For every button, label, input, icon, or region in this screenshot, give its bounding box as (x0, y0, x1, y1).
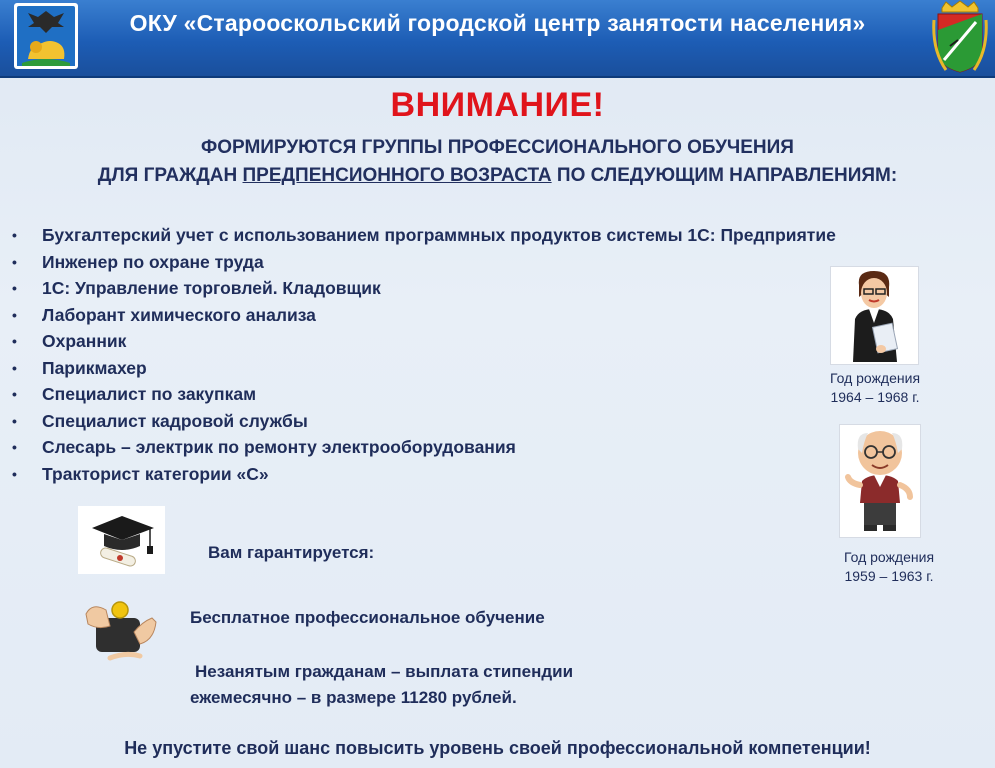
subtitle-line-1: ФОРМИРУЮТСЯ ГРУППЫ ПРОФЕССИОНАЛЬНОГО ОБУЧЕНИЯ (201, 137, 794, 158)
guarantee-free-training: Бесплатное профессиональное обучение (190, 608, 545, 627)
subtitle-line-2 (0, 165, 995, 187)
direction-label: 1С: Управление торговлей. Кладовщик (42, 278, 381, 298)
subtitle-line-2-start: ДЛЯ ГРАЖДАН (97, 165, 238, 186)
bullet: • (12, 465, 17, 482)
bullet: • (12, 333, 17, 349)
direction-label: Парикмахер (42, 357, 147, 378)
elderly-man-icon (839, 424, 921, 538)
direction-label: Слесарь – электрик по ремонту электрооборудования (42, 437, 516, 457)
bullet: • (12, 253, 17, 270)
bullet: • (12, 280, 17, 296)
woman-caption (822, 369, 928, 407)
direction-label: Специалист кадровой службы (42, 410, 308, 431)
footer-call-to-action: Не упустите свой шанс повысить уровень своей профессиональной компетенции! (124, 738, 871, 758)
direction-label: Тракторист категории «С» (42, 463, 269, 484)
bullet: • (12, 412, 17, 429)
direction-label: Лаборант химического анализа (42, 304, 316, 325)
bullet: • (12, 439, 17, 455)
subtitle-line-2-end: ПО СЛЕДУЮЩИМ НАПРАВЛЕНИЯМ: (556, 165, 898, 186)
bullet: • (12, 227, 17, 243)
woman-caption-label: Год рождения (829, 370, 921, 386)
guarantee-heading: Вам гарантируется: (208, 543, 375, 562)
bullet: • (12, 386, 17, 402)
direction-label: Инженер по охране труда (42, 251, 264, 272)
man-caption-label: Год рождения (843, 549, 935, 565)
header-title: ОКУ «Старооскольский городской центр занятости населения» (129, 10, 866, 36)
direction-label: Специалист по закупкам (42, 384, 257, 404)
woman-caption-years: 1964 – 1968 г. (830, 389, 920, 405)
bullet: • (12, 306, 17, 323)
bullet: • (12, 359, 17, 376)
header-bar (0, 0, 995, 78)
businesswoman-icon (830, 266, 919, 365)
direction-label: Охранник (42, 331, 127, 351)
man-caption-years: 1959 – 1963 г. (844, 568, 934, 584)
subtitle-underlined-phrase: ПРЕДПЕНСИОННОГО ВОЗРАСТА (242, 165, 552, 186)
wallet-coin-icon (82, 596, 160, 662)
direction-label: Бухгалтерский учет с использованием программных продуктов системы 1С: Предприятие (42, 225, 836, 245)
stary-oskol-coat-of-arms-icon (932, 0, 988, 74)
guarantee-stipend-line-1: Незанятым гражданам – выплата стипендии (195, 662, 574, 681)
belgorod-coat-of-arms-icon (14, 3, 78, 69)
guarantee-stipend-line-2: ежемесячно – в размере 11280 рублей. (190, 688, 517, 707)
graduation-cap-icon (78, 506, 165, 574)
man-caption (829, 548, 949, 586)
attention-heading: ВНИМАНИЕ! (390, 86, 605, 124)
